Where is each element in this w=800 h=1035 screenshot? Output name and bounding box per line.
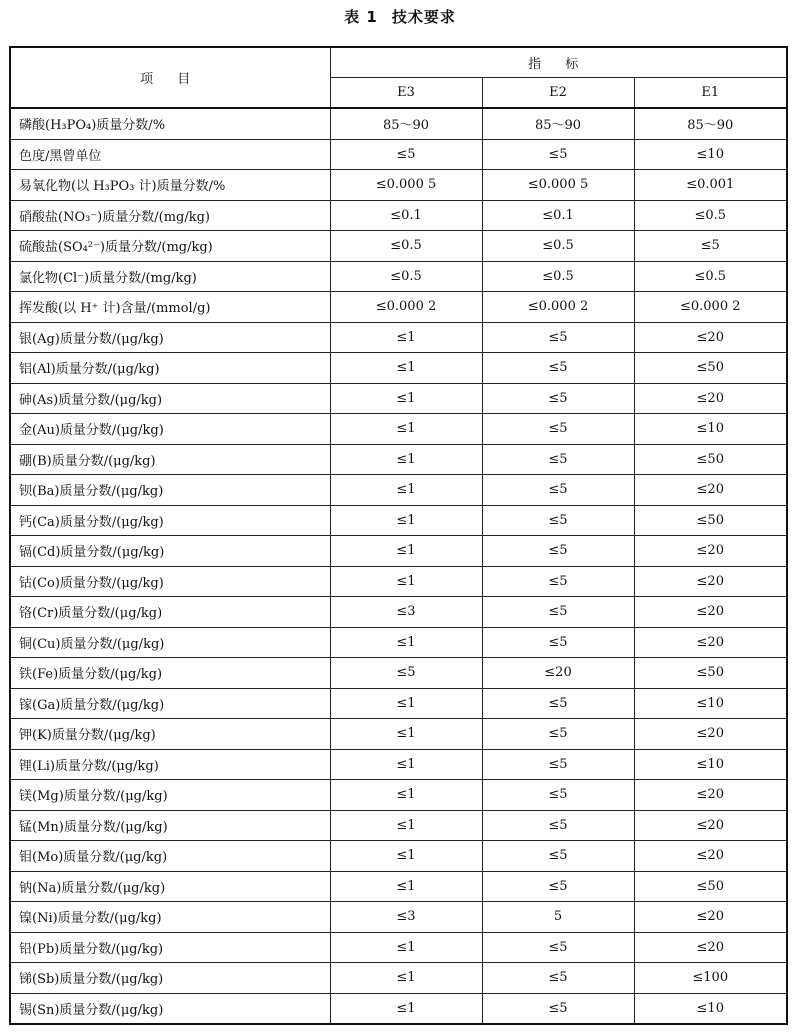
value-cell-e2: ≤0.000 5: [482, 170, 634, 201]
value-cell-e2: ≤5: [482, 627, 634, 658]
item-name-cell: 铬(Cr)质量分数/(μg/kg): [10, 597, 330, 628]
value-cell-e1: ≤20: [634, 932, 787, 963]
value-cell-e3: ≤0.1: [330, 200, 482, 231]
value-cell-e1: ≤10: [634, 414, 787, 445]
value-cell-e3: ≤1: [330, 932, 482, 963]
value-cell-e1: ≤10: [634, 688, 787, 719]
table-row: [10, 810, 787, 841]
value-cell-e3: ≤1: [330, 993, 482, 1024]
value-cell-e2: ≤5: [482, 932, 634, 963]
value-cell-e2: ≤5: [482, 871, 634, 902]
table-row: [10, 261, 787, 292]
item-name-cell: 锡(Sn)质量分数/(μg/kg): [10, 993, 330, 1024]
value-cell-e1: ≤0.5: [634, 261, 787, 292]
value-cell-e3: ≤0.5: [330, 261, 482, 292]
table-row: [10, 719, 787, 750]
table-row: [10, 597, 787, 628]
value-cell-e1: ≤0.000 2: [634, 292, 787, 323]
value-cell-e1: ≤20: [634, 719, 787, 750]
value-cell-e2: ≤5: [482, 414, 634, 445]
item-name-cell: 镍(Ni)质量分数/(μg/kg): [10, 902, 330, 933]
item-name-cell: 镉(Cd)质量分数/(μg/kg): [10, 536, 330, 567]
value-cell-e2: ≤20: [482, 658, 634, 689]
indicator-group-header: 指 标: [330, 47, 787, 78]
item-name-cell: 挥发酸(以 H⁺ 计)含量/(mmol/g): [10, 292, 330, 323]
value-cell-e3: ≤1: [330, 536, 482, 567]
table-row: [10, 292, 787, 323]
technical-requirements-table: [9, 46, 788, 1025]
item-name-cell: 砷(As)质量分数/(μg/kg): [10, 383, 330, 414]
table-row: [10, 322, 787, 353]
table-number: 表 1: [344, 8, 378, 26]
item-name-cell: 硼(B)质量分数/(μg/kg): [10, 444, 330, 475]
item-name-cell: 锂(Li)质量分数/(μg/kg): [10, 749, 330, 780]
value-cell-e2: ≤5: [482, 841, 634, 872]
item-name-cell: 铜(Cu)质量分数/(μg/kg): [10, 627, 330, 658]
table-title: 技术要求: [391, 8, 456, 26]
item-name-cell: 易氧化物(以 H₃PO₃ 计)质量分数/%: [10, 170, 330, 201]
value-cell-e3: ≤1: [330, 627, 482, 658]
value-cell-e3: ≤3: [330, 902, 482, 933]
item-name-cell: 铁(Fe)质量分数/(μg/kg): [10, 658, 330, 689]
value-cell-e2: ≤0.000 2: [482, 292, 634, 323]
value-cell-e3: 85～90: [330, 108, 482, 139]
value-cell-e2: ≤5: [482, 566, 634, 597]
item-name-cell: 硝酸盐(NO₃⁻)质量分数/(mg/kg): [10, 200, 330, 231]
value-cell-e2: 5: [482, 902, 634, 933]
item-name-cell: 镁(Mg)质量分数/(μg/kg): [10, 780, 330, 811]
table-row: [10, 963, 787, 994]
value-cell-e2: ≤0.5: [482, 261, 634, 292]
value-cell-e1: ≤0.001: [634, 170, 787, 201]
value-cell-e1: ≤20: [634, 566, 787, 597]
table-row: [10, 475, 787, 506]
table-row: [10, 871, 787, 902]
value-cell-e2: ≤5: [482, 475, 634, 506]
item-name-cell: 铝(Al)质量分数/(μg/kg): [10, 353, 330, 384]
value-cell-e3: ≤1: [330, 444, 482, 475]
item-name-cell: 色度/黑曾单位: [10, 139, 330, 170]
value-cell-e2: ≤5: [482, 383, 634, 414]
value-cell-e1: ≤20: [634, 322, 787, 353]
value-cell-e3: ≤1: [330, 963, 482, 994]
item-column-header: 项 目: [10, 47, 330, 108]
value-cell-e1: ≤20: [634, 536, 787, 567]
table-row: [10, 353, 787, 384]
table-row: [10, 932, 787, 963]
table-row: [10, 170, 787, 201]
value-cell-e2: ≤5: [482, 322, 634, 353]
value-cell-e1: ≤50: [634, 871, 787, 902]
value-cell-e3: ≤0.000 5: [330, 170, 482, 201]
item-name-cell: 铅(Pb)质量分数/(μg/kg): [10, 932, 330, 963]
table-row: [10, 505, 787, 536]
item-name-cell: 锑(Sb)质量分数/(μg/kg): [10, 963, 330, 994]
value-cell-e1: ≤20: [634, 810, 787, 841]
value-cell-e2: ≤5: [482, 749, 634, 780]
grade-header-e1: E1: [634, 78, 787, 109]
value-cell-e3: ≤1: [330, 810, 482, 841]
value-cell-e2: ≤5: [482, 444, 634, 475]
table-row: [10, 139, 787, 170]
table-body: [10, 108, 787, 1024]
value-cell-e3: ≤1: [330, 719, 482, 750]
value-cell-e3: ≤1: [330, 414, 482, 445]
item-name-cell: 钴(Co)质量分数/(μg/kg): [10, 566, 330, 597]
item-name-cell: 钡(Ba)质量分数/(μg/kg): [10, 475, 330, 506]
table-row: [10, 780, 787, 811]
table-row: [10, 444, 787, 475]
value-cell-e3: ≤1: [330, 475, 482, 506]
grade-header-e2: E2: [482, 78, 634, 109]
value-cell-e1: ≤10: [634, 139, 787, 170]
value-cell-e2: ≤0.5: [482, 231, 634, 262]
value-cell-e1: ≤50: [634, 658, 787, 689]
table-row: [10, 749, 787, 780]
value-cell-e1: ≤50: [634, 444, 787, 475]
table-row: [10, 841, 787, 872]
value-cell-e1: ≤20: [634, 841, 787, 872]
table-row: [10, 627, 787, 658]
table-row: [10, 383, 787, 414]
table-caption: [0, 6, 800, 27]
value-cell-e1: ≤20: [634, 627, 787, 658]
value-cell-e2: ≤5: [482, 719, 634, 750]
value-cell-e1: 85～90: [634, 108, 787, 139]
item-name-cell: 氯化物(Cl⁻)质量分数/(mg/kg): [10, 261, 330, 292]
item-name-cell: 银(Ag)质量分数/(μg/kg): [10, 322, 330, 353]
value-cell-e3: ≤1: [330, 780, 482, 811]
value-cell-e1: ≤20: [634, 780, 787, 811]
value-cell-e3: ≤1: [330, 688, 482, 719]
value-cell-e2: ≤5: [482, 780, 634, 811]
value-cell-e1: ≤20: [634, 383, 787, 414]
value-cell-e1: ≤0.5: [634, 200, 787, 231]
value-cell-e2: ≤5: [482, 963, 634, 994]
value-cell-e1: ≤10: [634, 749, 787, 780]
value-cell-e3: ≤1: [330, 566, 482, 597]
value-cell-e3: ≤5: [330, 658, 482, 689]
value-cell-e3: ≤5: [330, 139, 482, 170]
value-cell-e2: ≤5: [482, 810, 634, 841]
item-name-cell: 金(Au)质量分数/(μg/kg): [10, 414, 330, 445]
value-cell-e2: ≤5: [482, 139, 634, 170]
value-cell-e3: ≤1: [330, 383, 482, 414]
item-name-cell: 磷酸(H₃PO₄)质量分数/%: [10, 108, 330, 139]
value-cell-e1: ≤20: [634, 597, 787, 628]
table-row: [10, 414, 787, 445]
value-cell-e1: ≤100: [634, 963, 787, 994]
table-row: [10, 566, 787, 597]
value-cell-e3: ≤1: [330, 749, 482, 780]
table-row: [10, 993, 787, 1024]
item-name-cell: 镓(Ga)质量分数/(μg/kg): [10, 688, 330, 719]
item-name-cell: 钾(K)质量分数/(μg/kg): [10, 719, 330, 750]
value-cell-e3: ≤1: [330, 353, 482, 384]
value-cell-e3: ≤1: [330, 871, 482, 902]
value-cell-e2: ≤5: [482, 505, 634, 536]
table-row: [10, 231, 787, 262]
item-name-cell: 锰(Mn)质量分数/(μg/kg): [10, 810, 330, 841]
value-cell-e1: ≤20: [634, 475, 787, 506]
value-cell-e2: ≤5: [482, 993, 634, 1024]
value-cell-e2: ≤5: [482, 688, 634, 719]
value-cell-e3: ≤0.5: [330, 231, 482, 262]
table-header: [10, 47, 787, 108]
value-cell-e1: ≤5: [634, 231, 787, 262]
value-cell-e1: ≤10: [634, 993, 787, 1024]
table-row: [10, 658, 787, 689]
value-cell-e1: ≤20: [634, 902, 787, 933]
value-cell-e2: ≤5: [482, 353, 634, 384]
item-name-cell: 钙(Ca)质量分数/(μg/kg): [10, 505, 330, 536]
item-name-cell: 钼(Mo)质量分数/(μg/kg): [10, 841, 330, 872]
value-cell-e3: ≤1: [330, 841, 482, 872]
grade-header-e3: E3: [330, 78, 482, 109]
table-row: [10, 902, 787, 933]
value-cell-e3: ≤0.000 2: [330, 292, 482, 323]
table-row: [10, 536, 787, 567]
value-cell-e2: ≤0.1: [482, 200, 634, 231]
item-name-cell: 硫酸盐(SO₄²⁻)质量分数/(mg/kg): [10, 231, 330, 262]
table-row: [10, 688, 787, 719]
value-cell-e3: ≤1: [330, 322, 482, 353]
value-cell-e1: ≤50: [634, 353, 787, 384]
value-cell-e2: ≤5: [482, 597, 634, 628]
value-cell-e2: ≤5: [482, 536, 634, 567]
table-row: [10, 200, 787, 231]
value-cell-e3: ≤3: [330, 597, 482, 628]
table-row: [10, 108, 787, 139]
value-cell-e2: 85～90: [482, 108, 634, 139]
item-name-cell: 钠(Na)质量分数/(μg/kg): [10, 871, 330, 902]
value-cell-e1: ≤50: [634, 505, 787, 536]
value-cell-e3: ≤1: [330, 505, 482, 536]
